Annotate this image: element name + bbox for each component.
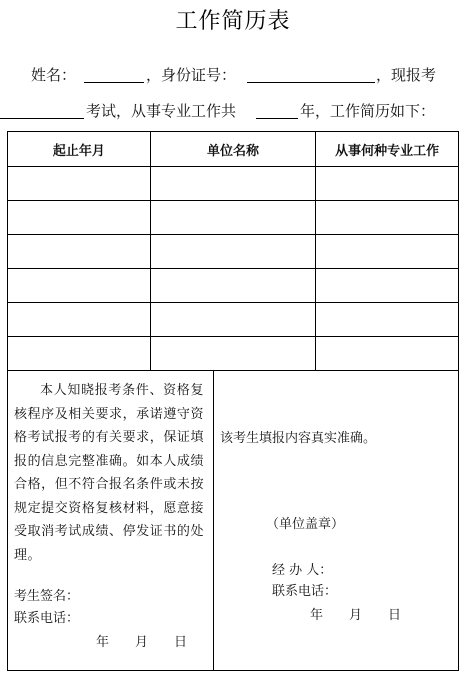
table-row <box>8 269 459 303</box>
section-divider <box>213 371 214 670</box>
period-cell[interactable] <box>8 303 151 337</box>
table-header-row <box>8 132 459 167</box>
work-type-cell[interactable] <box>316 337 459 371</box>
unit-confirm-text: 该考生填报内容真实准确。 <box>220 431 377 446</box>
table-row <box>8 337 459 371</box>
name-field[interactable] <box>84 82 144 83</box>
table-row <box>8 201 459 235</box>
table-row <box>8 167 459 201</box>
unit-phone-label: 联系电话： <box>272 584 338 599</box>
applicant-phone-label: 联系电话： <box>14 611 80 626</box>
table-row <box>8 235 459 269</box>
employer-cell[interactable] <box>150 201 316 235</box>
column-header-employer: 单位名称 <box>150 132 316 167</box>
period-cell[interactable] <box>8 269 151 303</box>
column-header-work-type: 从事何种专业工作 <box>316 132 459 167</box>
employer-cell[interactable] <box>150 303 316 337</box>
work-type-cell[interactable] <box>316 201 459 235</box>
employer-cell[interactable] <box>150 337 316 371</box>
column-header-period: 起止年月 <box>8 132 151 167</box>
unit-stamp-label: （单位盖章） <box>266 517 345 532</box>
employer-cell[interactable] <box>150 167 316 201</box>
period-cell[interactable] <box>8 167 151 201</box>
exam-apply-prefix: ，现报考 <box>376 66 437 84</box>
unit-handler-label: 经 办 人： <box>272 563 333 578</box>
work-history-table <box>7 131 459 371</box>
applicant-date: 年 月 日 <box>96 635 188 650</box>
period-cell[interactable] <box>8 235 151 269</box>
applicant-pledge-text: 本人知晓报考条件、资格复核程序及相关要求，承诺遵守资格考试报考的有关要求，保证填报的信息完整准确。如本人成绩合格，但不符合报名条件或未按规定提交资格复核材料，愿意接受取消考试成绩、停发证书的处理。 <box>14 383 204 563</box>
applicant-info-line-2 <box>0 100 466 124</box>
name-label: 姓名： <box>31 66 77 84</box>
work-type-cell[interactable] <box>316 269 459 303</box>
period-cell[interactable] <box>8 337 151 371</box>
unit-date: 年 月 日 <box>310 608 402 623</box>
period-cell[interactable] <box>8 201 151 235</box>
exam-suffix-text: 考试，从事专业工作共 <box>86 102 237 120</box>
work-type-cell[interactable] <box>316 235 459 269</box>
exam-name-field[interactable] <box>0 118 84 119</box>
applicant-info-line-1 <box>0 64 466 88</box>
form-title: 工作简历表 <box>175 9 291 34</box>
id-number-field[interactable] <box>247 82 375 83</box>
years-field[interactable] <box>256 118 298 119</box>
applicant-signature-label: 考生签名： <box>14 589 80 604</box>
employer-cell[interactable] <box>150 235 316 269</box>
years-suffix-text: 年，工作简历如下： <box>300 102 436 120</box>
employer-cell[interactable] <box>150 269 316 303</box>
table-row <box>8 303 459 337</box>
work-type-cell[interactable] <box>316 303 459 337</box>
declaration-section <box>7 371 459 671</box>
id-number-label: ，身份证号： <box>146 66 237 84</box>
work-type-cell[interactable] <box>316 167 459 201</box>
